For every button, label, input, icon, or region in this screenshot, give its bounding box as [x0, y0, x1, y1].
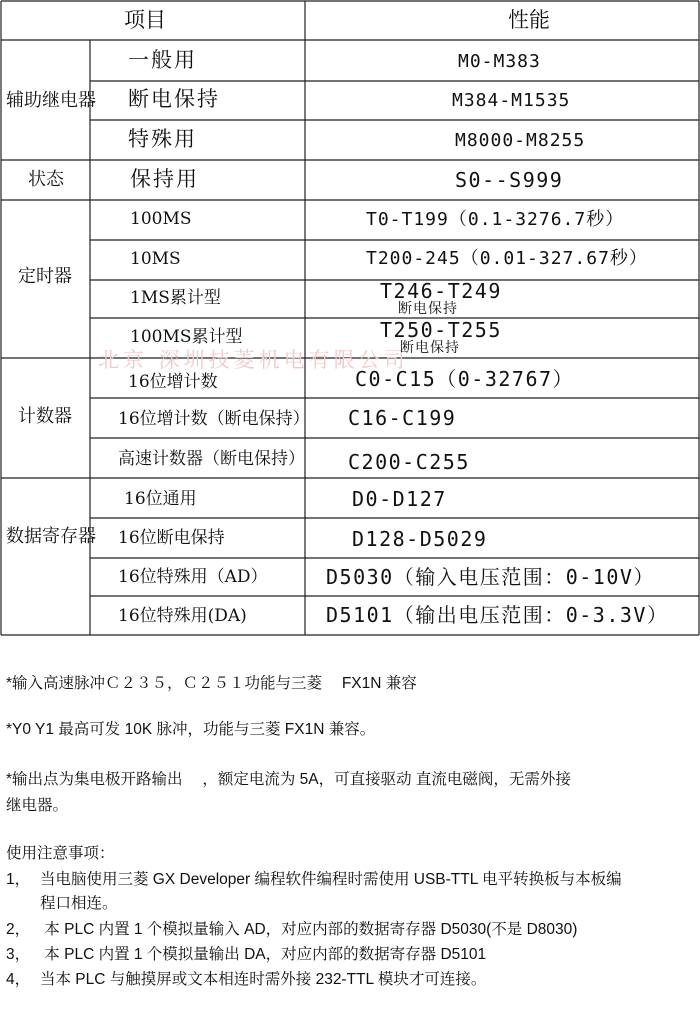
table-row-item: 16位增计数 — [128, 372, 218, 392]
usage-item-text: 当电脑使用三菱 GX Developer 编程软件编程时需使用 USB-TTL 电平转换板与本板编 — [40, 871, 622, 888]
usage-item-number: 3， — [6, 946, 31, 963]
category-timer: 定时器 — [18, 266, 72, 287]
usage-item-continuation: 程口相连。 — [40, 895, 118, 912]
table-row-performance: T0-T199（0.1-3276.7秒） — [366, 209, 625, 230]
table-row-note: 断电保持 — [400, 340, 460, 356]
table-row-item: 特殊用 — [128, 127, 197, 151]
note-paragraph: *Y0 Y1 最高可发 10K 脉冲，功能与三菱 FX1N 兼容。 — [6, 721, 376, 738]
table-row-item: 16位特殊用(DA) — [118, 606, 247, 626]
table-row-performance: D5101（输出电压范围：0-3.3V） — [326, 603, 669, 627]
table-row-item: 一般用 — [128, 48, 197, 72]
usage-item — [6, 917, 577, 939]
table-row-item: 16位通用 — [124, 489, 197, 509]
table-row-item: 16位特殊用（AD） — [118, 567, 268, 587]
header-item: 项目 — [124, 8, 166, 32]
usage-item — [6, 942, 486, 964]
table-row-item: 10MS — [130, 249, 181, 269]
table-row-performance: M0-M383 — [458, 51, 541, 72]
table-row-item: 1MS累计型 — [130, 288, 221, 308]
usage-item-number: 2， — [6, 921, 31, 938]
table-row-performance: D128-D5029 — [352, 527, 488, 551]
table-row-item: 100MS累计型 — [130, 327, 243, 347]
category-data-register: 数据寄存器 — [6, 526, 96, 547]
table-row-item: 16位增计数（断电保持） — [118, 409, 310, 429]
table-row-performance: M8000-M8255 — [455, 130, 586, 151]
table-row-performance: T250-T255 — [380, 318, 502, 342]
table-row-item: 保持用 — [130, 167, 199, 191]
usage-item — [6, 867, 622, 889]
table-row-performance: T200-245（0.01-327.67秒） — [366, 248, 648, 269]
note-paragraph: 继电器。 — [6, 797, 69, 814]
table-row-performance: D0-D127 — [352, 487, 447, 511]
table-row-performance: S0--S999 — [455, 168, 564, 192]
usage-title: 使用注意事项： — [6, 845, 115, 862]
category-state: 状态 — [28, 169, 64, 190]
category-aux-relay: 辅助继电器 — [6, 90, 96, 111]
table-row-note: 断电保持 — [398, 301, 458, 317]
table-row-performance: C200-C255 — [348, 450, 470, 474]
table-row-performance: T246-T249 — [380, 279, 502, 303]
usage-item-number: 1， — [6, 871, 31, 888]
table-row-performance: C0-C15（0-32767） — [355, 367, 575, 391]
table-row-item: 断电保持 — [128, 87, 220, 111]
header-performance: 性能 — [508, 8, 550, 32]
usage-item-number: 4， — [6, 971, 31, 988]
table-row-performance: C16-C199 — [348, 406, 457, 430]
usage-item-text: 当本 PLC 与触摸屏或文本相连时需外接 232-TTL 模块才可连接。 — [40, 971, 487, 988]
note-paragraph: *输入高速脉冲Ｃ２３５，Ｃ２５１功能与三菱 FX1N 兼容 — [6, 675, 417, 692]
usage-item-text: 本 PLC 内置 1 个模拟量输入 AD，对应内部的数据寄存器 D5030(不是 D8030) — [40, 921, 578, 938]
usage-item-text: 本 PLC 内置 1 个模拟量输出 DA，对应内部的数据寄存器 D5101 — [40, 946, 487, 963]
note-paragraph: *输出点为集电极开路输出 ，额定电流为 5A，可直接驱动 直流电磁阀，无需外接 — [6, 771, 571, 788]
table-row-performance: M384-M1535 — [452, 90, 571, 111]
table-row-performance: D5030（输入电压范围：0-10V） — [326, 565, 655, 589]
category-counter: 计数器 — [18, 406, 72, 427]
watermark: 北京 深圳技菱机电有限公司 — [98, 348, 409, 372]
table-row-item: 高速计数器（断电保持） — [118, 449, 305, 469]
table-row-item: 100MS — [130, 209, 192, 229]
usage-item — [6, 967, 486, 989]
table-row-item: 16位断电保持 — [118, 528, 225, 548]
